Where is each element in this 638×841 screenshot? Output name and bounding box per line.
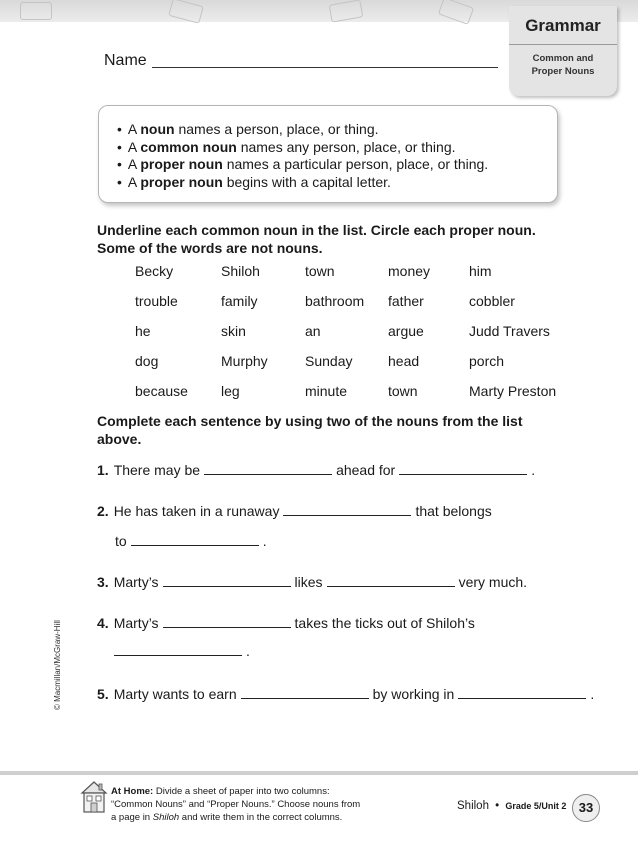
at-home-line (111, 811, 371, 824)
word-item[interactable]: dog (135, 353, 159, 369)
name-label: Name (104, 52, 147, 69)
question-number: 4. (97, 615, 109, 631)
rule-item (117, 156, 488, 174)
question-text: Marty’s (113, 615, 159, 631)
word-item[interactable]: trouble (135, 293, 178, 309)
question-text: . (531, 462, 536, 478)
question-number: 5. (97, 686, 109, 702)
question-4 (97, 613, 475, 631)
rule-item (117, 121, 488, 139)
doodle-icon (329, 0, 364, 23)
subtitle-line-2: Proper Nouns (531, 66, 595, 77)
at-home-label: At Home: (111, 786, 154, 797)
doodle-icon (20, 2, 52, 20)
word-item[interactable]: bathroom (305, 293, 365, 309)
house-icon (80, 780, 108, 814)
instruction-underline-circle (97, 221, 567, 257)
word-item[interactable]: money (388, 263, 431, 279)
word-item[interactable]: because (135, 383, 188, 399)
rule-text: names a particular person, place, or thing. (222, 156, 489, 172)
answer-blank[interactable] (327, 572, 455, 587)
question-number: 1. (97, 462, 109, 478)
word-item[interactable]: he (135, 323, 151, 339)
question-text: that belongs (415, 503, 492, 519)
word-item[interactable]: Judd Travers (469, 323, 550, 339)
rule-item (117, 139, 488, 157)
rule-text: A (127, 121, 141, 137)
question-5 (97, 684, 594, 702)
question-1 (97, 460, 535, 478)
footer-divider (0, 771, 638, 775)
word-item[interactable]: him (469, 263, 492, 279)
grammar-tab (509, 6, 617, 96)
page-number: 33 (572, 794, 600, 822)
question-4-continued (114, 641, 250, 659)
question-text: There may be (113, 462, 201, 478)
book-title: Shiloh (152, 812, 180, 823)
rule-term: common noun (140, 138, 237, 155)
question-number: 2. (97, 503, 109, 519)
rule-text: begins with a capital letter. (222, 173, 391, 190)
word-item[interactable]: minute (305, 383, 348, 399)
at-home-text: and write them in the correct columns. (179, 812, 343, 823)
instruction-line: Underline each common noun in the list. Circle each proper noun. (97, 222, 536, 238)
word-item[interactable]: Murphy (221, 353, 268, 369)
answer-blank[interactable] (283, 501, 411, 516)
answer-blank[interactable] (204, 460, 332, 475)
doodle-icon (168, 0, 204, 24)
answer-blank[interactable] (163, 613, 291, 628)
at-home-line (111, 785, 371, 798)
word-item[interactable]: father (388, 293, 424, 309)
question-text: Marty wants to earn (113, 686, 237, 702)
question-text: ahead for (336, 462, 396, 478)
word-item[interactable]: Sunday (305, 353, 353, 369)
at-home-line: “Common Nouns” and “Proper Nouns.” Choose nouns from (111, 799, 361, 810)
word-item[interactable]: an (305, 323, 321, 339)
footer-book-info (457, 800, 566, 812)
instruction-line: above. (97, 431, 142, 447)
question-text: He has taken in a runaway (113, 503, 280, 519)
rules-box (98, 105, 558, 203)
word-item[interactable]: family (221, 293, 258, 309)
rule-text: A (127, 138, 141, 155)
word-item[interactable]: Shiloh (221, 263, 260, 279)
word-item[interactable]: Becky (135, 263, 174, 279)
answer-blank[interactable] (114, 641, 242, 656)
grammar-subtitle (509, 52, 617, 78)
grammar-title: Grammar (509, 6, 617, 45)
question-number: 3. (97, 574, 109, 590)
name-field[interactable] (104, 50, 498, 72)
word-item[interactable]: porch (469, 353, 505, 369)
question-text: likes (294, 574, 323, 590)
word-item[interactable]: leg (221, 383, 240, 399)
word-item[interactable]: argue (388, 323, 424, 339)
word-item[interactable]: skin (221, 323, 246, 339)
question-text: . (590, 686, 595, 702)
bullet-icon: • (117, 173, 122, 190)
question-text: Marty’s (113, 574, 159, 590)
question-text: to (115, 533, 127, 549)
word-item[interactable]: cobbler (469, 293, 515, 309)
at-home-text: Divide a sheet of paper into two columns: (153, 786, 330, 797)
at-home-text: a page in (111, 812, 153, 823)
question-text: by working in (372, 686, 455, 702)
book-name: Shiloh (457, 800, 489, 812)
rule-item (117, 174, 488, 192)
rule-text: A (127, 156, 141, 172)
question-text: . (262, 533, 267, 549)
bullet-icon: • (117, 138, 122, 155)
instruction-complete-sentences (97, 412, 567, 448)
rule-term: proper noun (140, 156, 223, 172)
doodle-icon (438, 0, 474, 25)
bullet-icon: • (117, 156, 122, 172)
answer-blank[interactable] (163, 572, 291, 587)
subtitle-line-1: Common and (532, 53, 594, 64)
answer-blank[interactable] (131, 531, 259, 546)
answer-blank[interactable] (458, 684, 586, 699)
word-item[interactable]: Marty Preston (469, 383, 557, 399)
question-text: takes the ticks out of Shiloh’s (294, 615, 475, 631)
rule-text: names any person, place, or thing. (236, 138, 456, 155)
question-2-continued (115, 531, 267, 549)
word-item[interactable]: town (388, 383, 418, 399)
instruction-line: Complete each sentence by using two of the nouns from the list (97, 413, 523, 429)
bullet-icon: • (117, 121, 122, 137)
at-home-instructions (111, 785, 371, 824)
instruction-line: Some of the words are not nouns. (97, 240, 323, 256)
rule-text: A (127, 173, 141, 190)
word-item[interactable]: town (305, 263, 335, 279)
question-2 (97, 501, 492, 519)
rule-text: names a person, place, or thing. (174, 121, 379, 137)
question-text: . (246, 643, 250, 659)
copyright-notice: © Macmillan/McGraw-Hill (53, 620, 62, 710)
rules-list (117, 121, 488, 191)
rule-term: noun (140, 121, 175, 137)
word-item[interactable]: head (388, 353, 420, 369)
answer-blank[interactable] (241, 684, 369, 699)
grade-unit: Grade 5/Unit 2 (505, 801, 567, 811)
name-line[interactable] (152, 67, 498, 68)
question-3 (97, 572, 527, 590)
rule-term: proper noun (140, 173, 223, 190)
question-text: very much. (458, 574, 528, 590)
bullet-icon: • (495, 800, 500, 812)
answer-blank[interactable] (399, 460, 527, 475)
